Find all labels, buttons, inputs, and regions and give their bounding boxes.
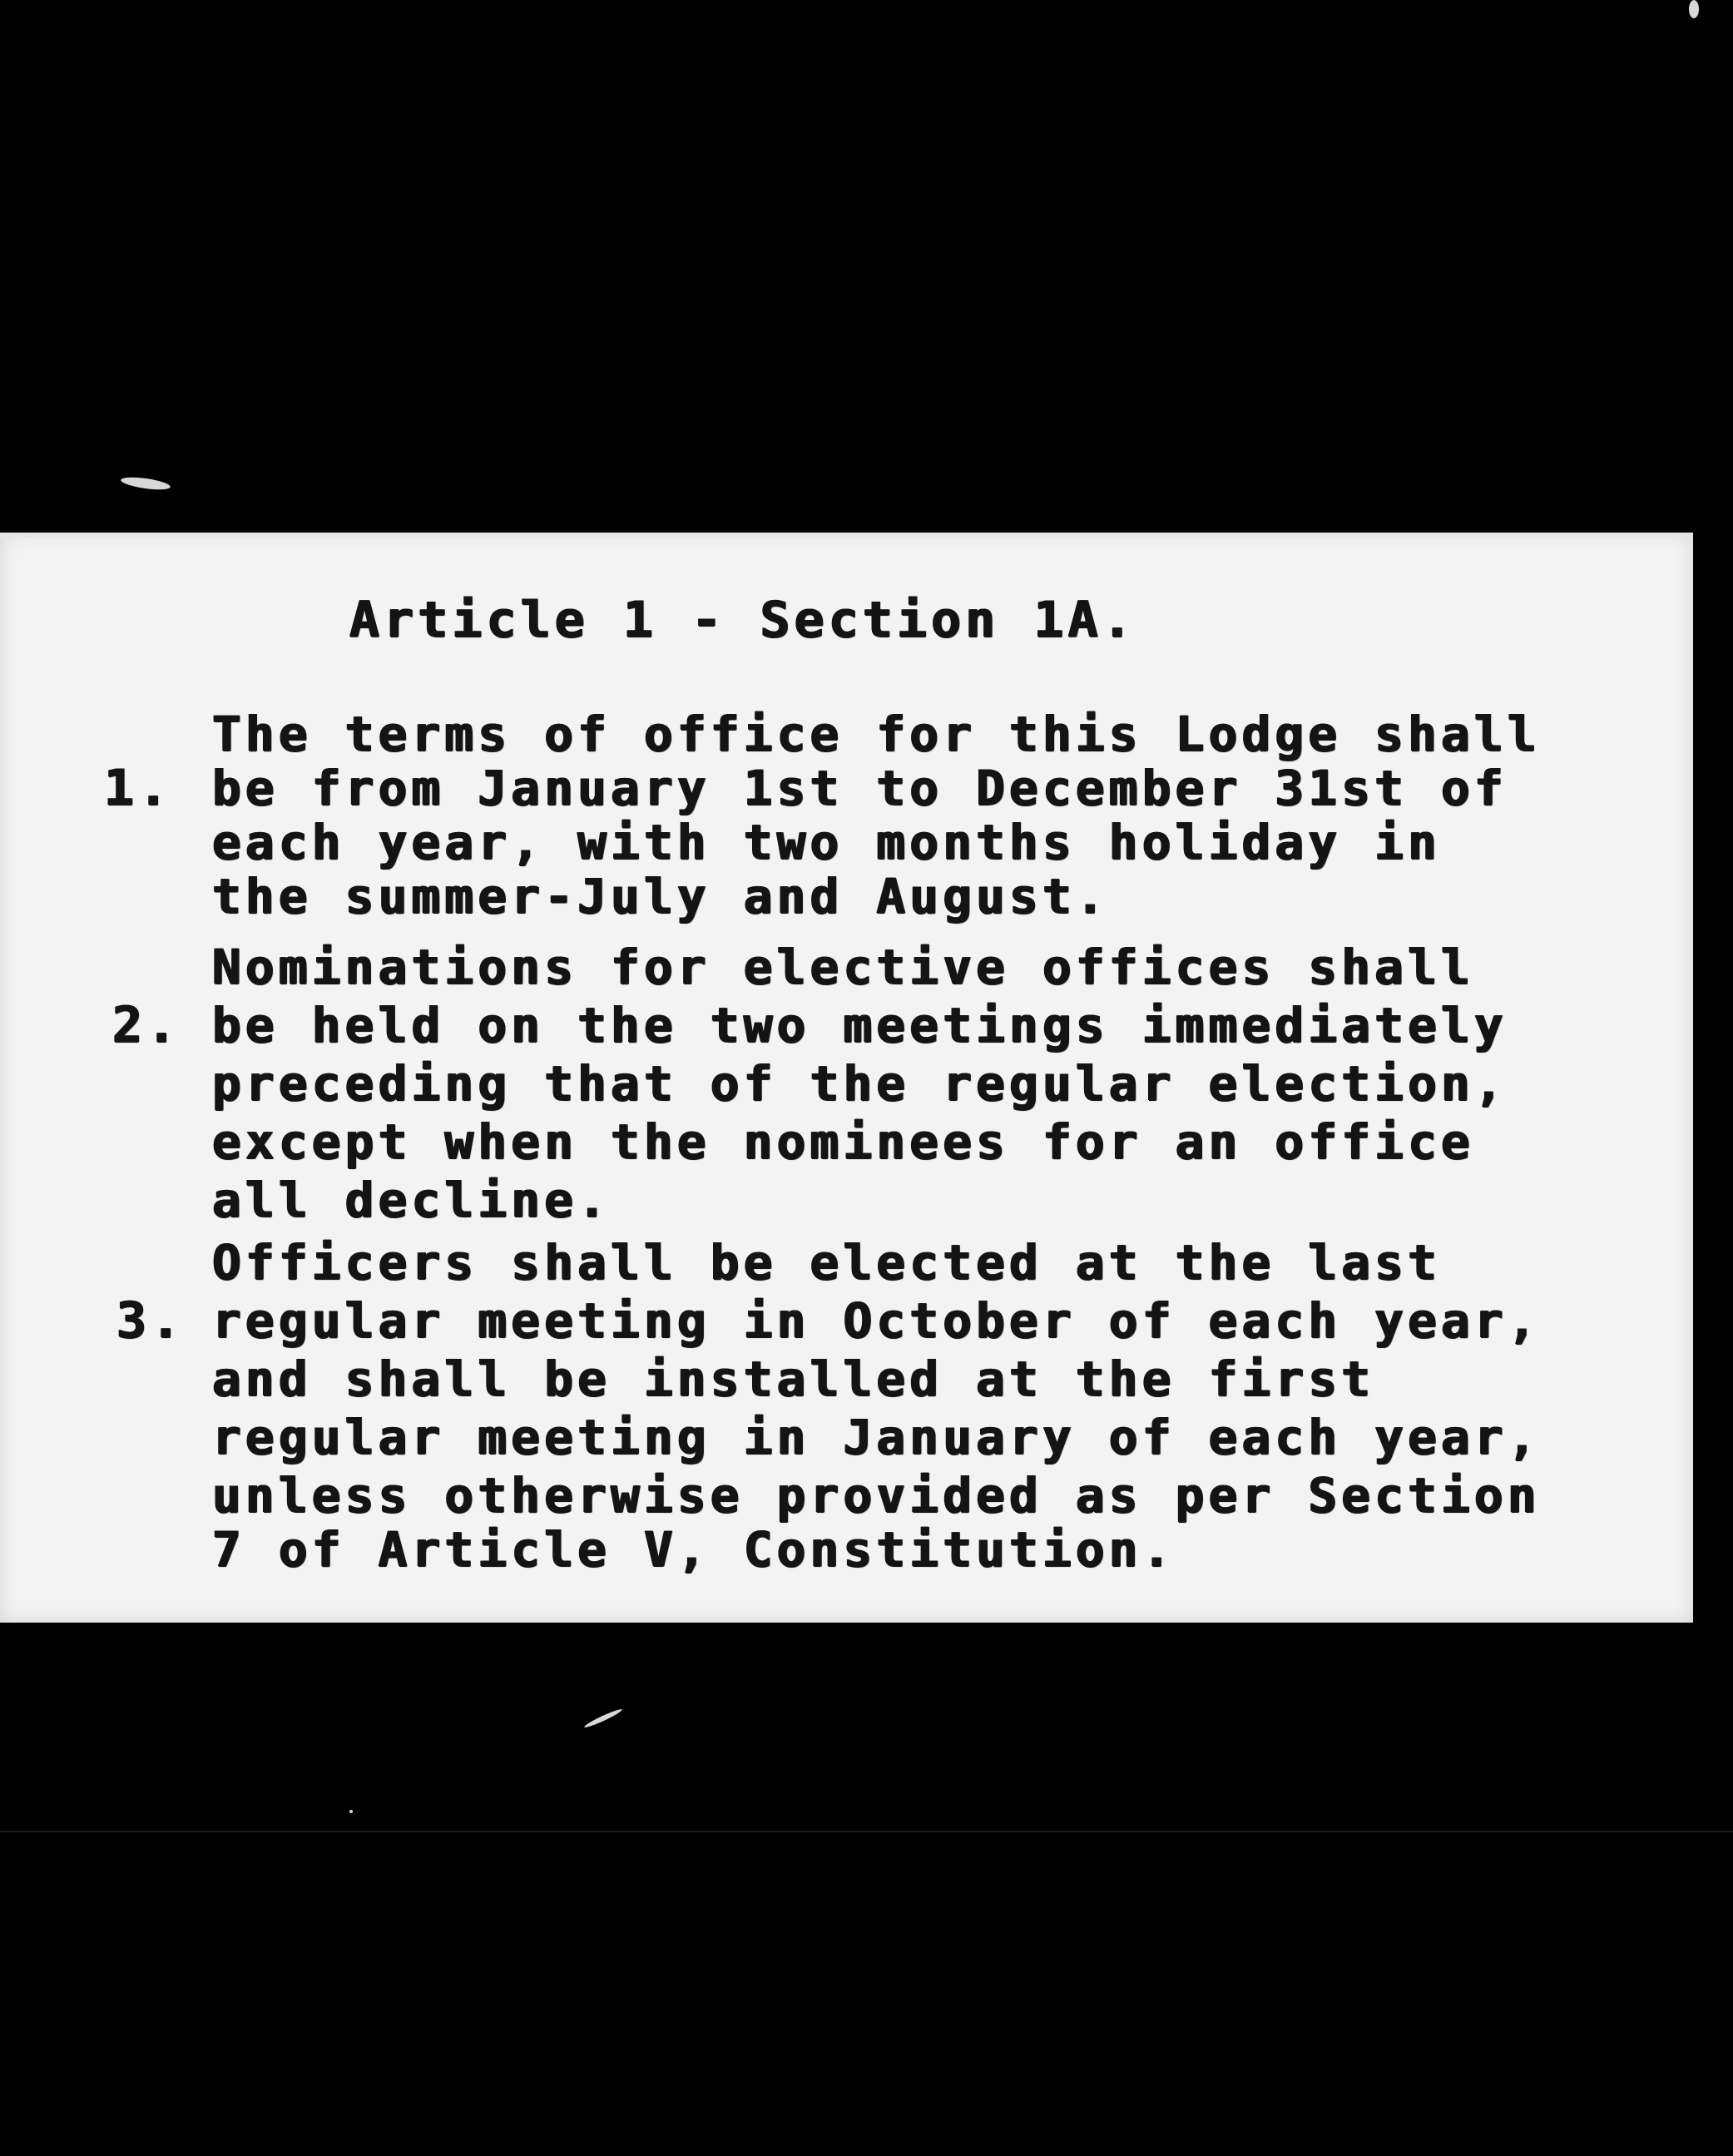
item-3-line-4: regular meeting in January of each year,: [212, 1409, 1541, 1465]
item-1-line-2: be from January 1st to December 31st of: [212, 760, 1508, 816]
card-edge: [0, 533, 1693, 538]
dust-speck: [583, 1707, 623, 1730]
item-2-line-5: all decline.: [212, 1172, 612, 1228]
item-3-line-5: unless otherwise provided as per Section: [212, 1467, 1541, 1524]
item-3-line-2: regular meeting in October of each year,: [212, 1292, 1541, 1349]
section-title: Article 1 - Section 1A.: [349, 591, 1136, 649]
dust-speck: [1689, 0, 1699, 18]
item-2-line-1: Nominations for elective offices shall: [212, 939, 1474, 995]
dust-speck: [349, 1810, 353, 1813]
item-3-line-6: 7 of Article V, Constitution.: [212, 1521, 1176, 1578]
item-number-2: 2.: [112, 996, 181, 1054]
item-1-line-4: the summer-July and August.: [212, 868, 1109, 924]
scan-scratch: [0, 1831, 1733, 1832]
item-number-3: 3.: [116, 1291, 186, 1350]
item-1-line-1: The terms of office for this Lodge shall: [212, 706, 1541, 762]
item-2-line-3: preceding that of the regular election,: [212, 1055, 1508, 1112]
item-3-line-1: Officers shall be elected at the last: [212, 1234, 1442, 1291]
item-3-line-3: and shall be installed at the first: [212, 1351, 1375, 1407]
index-card: [0, 533, 1693, 1623]
item-2-line-4: except when the nominees for an office: [212, 1113, 1474, 1170]
item-number-1: 1.: [104, 759, 173, 817]
dust-speck: [120, 475, 171, 492]
item-1-line-3: each year, with two months holiday in: [212, 814, 1442, 870]
item-2-line-2: be held on the two meetings immediately: [212, 997, 1508, 1053]
